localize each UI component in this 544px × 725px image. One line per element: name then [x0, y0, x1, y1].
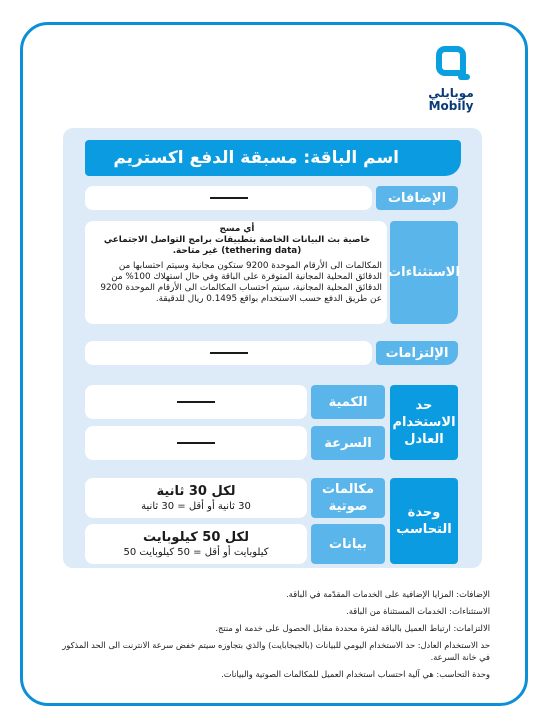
additions-label: الإضافات — [376, 186, 458, 210]
commitments-label: الإلتزامات — [376, 341, 458, 365]
empty-dash — [210, 352, 248, 354]
note-commitments: الالتزامات: ارتباط العميل بالباقة لفترة محددة مقابل الحصول على خدمة او منتج. — [215, 623, 490, 633]
note-billing-unit: وحدة التحاسب: هي آلية احتساب استخدام العميل للمكالمات الصوتية والبيانات. — [221, 669, 490, 679]
speed-label: السرعة — [311, 426, 385, 460]
fair-use-label: حد الاستخدام العادل — [390, 385, 458, 460]
note-exceptions: الاستثناءات: الخدمات المستثناة من الباقة. — [346, 606, 490, 616]
exceptions-text — [92, 224, 382, 305]
logo-arabic-text: موبايلي — [428, 86, 474, 100]
empty-dash — [177, 401, 215, 403]
exceptions-line-3: المكالمات الى الأرقام الموحدة 9200 ستكون مجانية وسيتم احتسابها من الدقائق المحلية المجانية المتوفرة على الباقة وفي حال استهلاك 100% من الدقائق المحلية المجانية، سيتم احتساب المكالمات الى الأرقام الموحدة 9200 عن طريق الدفع حسب الاستخدام بواقع 0.1495 ريال للدقيقة. — [100, 261, 382, 304]
note-additions: الإضافات: المزايا الإضافية على الخدمات المقدّمة في الباقة. — [286, 589, 490, 599]
note-fair-use: حد الاستخدام العادل: حد الاستخدام اليومي للبيانات (بالجيجابايت) والذي بتجاوزه سيتم خفض سرعة الانترنت الى الحد المذكور في خانة السرعة. — [62, 640, 490, 662]
exceptions-line-2: خاصية بث البيانات الخاصة بتطبيقات برامج التواصل الاجتماعي (tethering data) غير متاحة. — [103, 235, 371, 256]
data-label: بيانات — [311, 524, 385, 564]
empty-dash — [177, 442, 215, 444]
package-title: اسم الباقة: مسبقة الدفع اكستريم — [85, 140, 461, 176]
commitments-value — [85, 341, 372, 365]
exceptions-label: الاستثناءات — [390, 221, 458, 324]
additions-value — [85, 186, 372, 210]
speed-value — [85, 426, 307, 460]
data-unit-sub: كيلوبايت أو أقل = 50 كيلوبايت 50 — [123, 546, 269, 558]
data-value — [85, 524, 307, 564]
mobily-logo — [416, 44, 486, 113]
billing-unit-label: وحدة التحاسب — [390, 478, 458, 564]
data-unit-main: لكل 50 كيلوبايت — [143, 529, 249, 545]
quantity-label: الكمية — [311, 385, 385, 419]
voice-unit-sub: 30 ثانية أو أقل = 30 ثانية — [141, 500, 251, 512]
footnotes — [50, 588, 490, 685]
voice-unit-main: لكل 30 ثانية — [156, 483, 236, 499]
mobily-logo-icon — [432, 44, 470, 82]
voice-label: مكالمات صوتية — [311, 478, 385, 518]
exceptions-line-1: أي مسج — [219, 224, 255, 234]
quantity-value — [85, 385, 307, 419]
logo-english-text: Mobily — [428, 99, 474, 113]
voice-value — [85, 478, 307, 518]
empty-dash — [210, 197, 248, 199]
